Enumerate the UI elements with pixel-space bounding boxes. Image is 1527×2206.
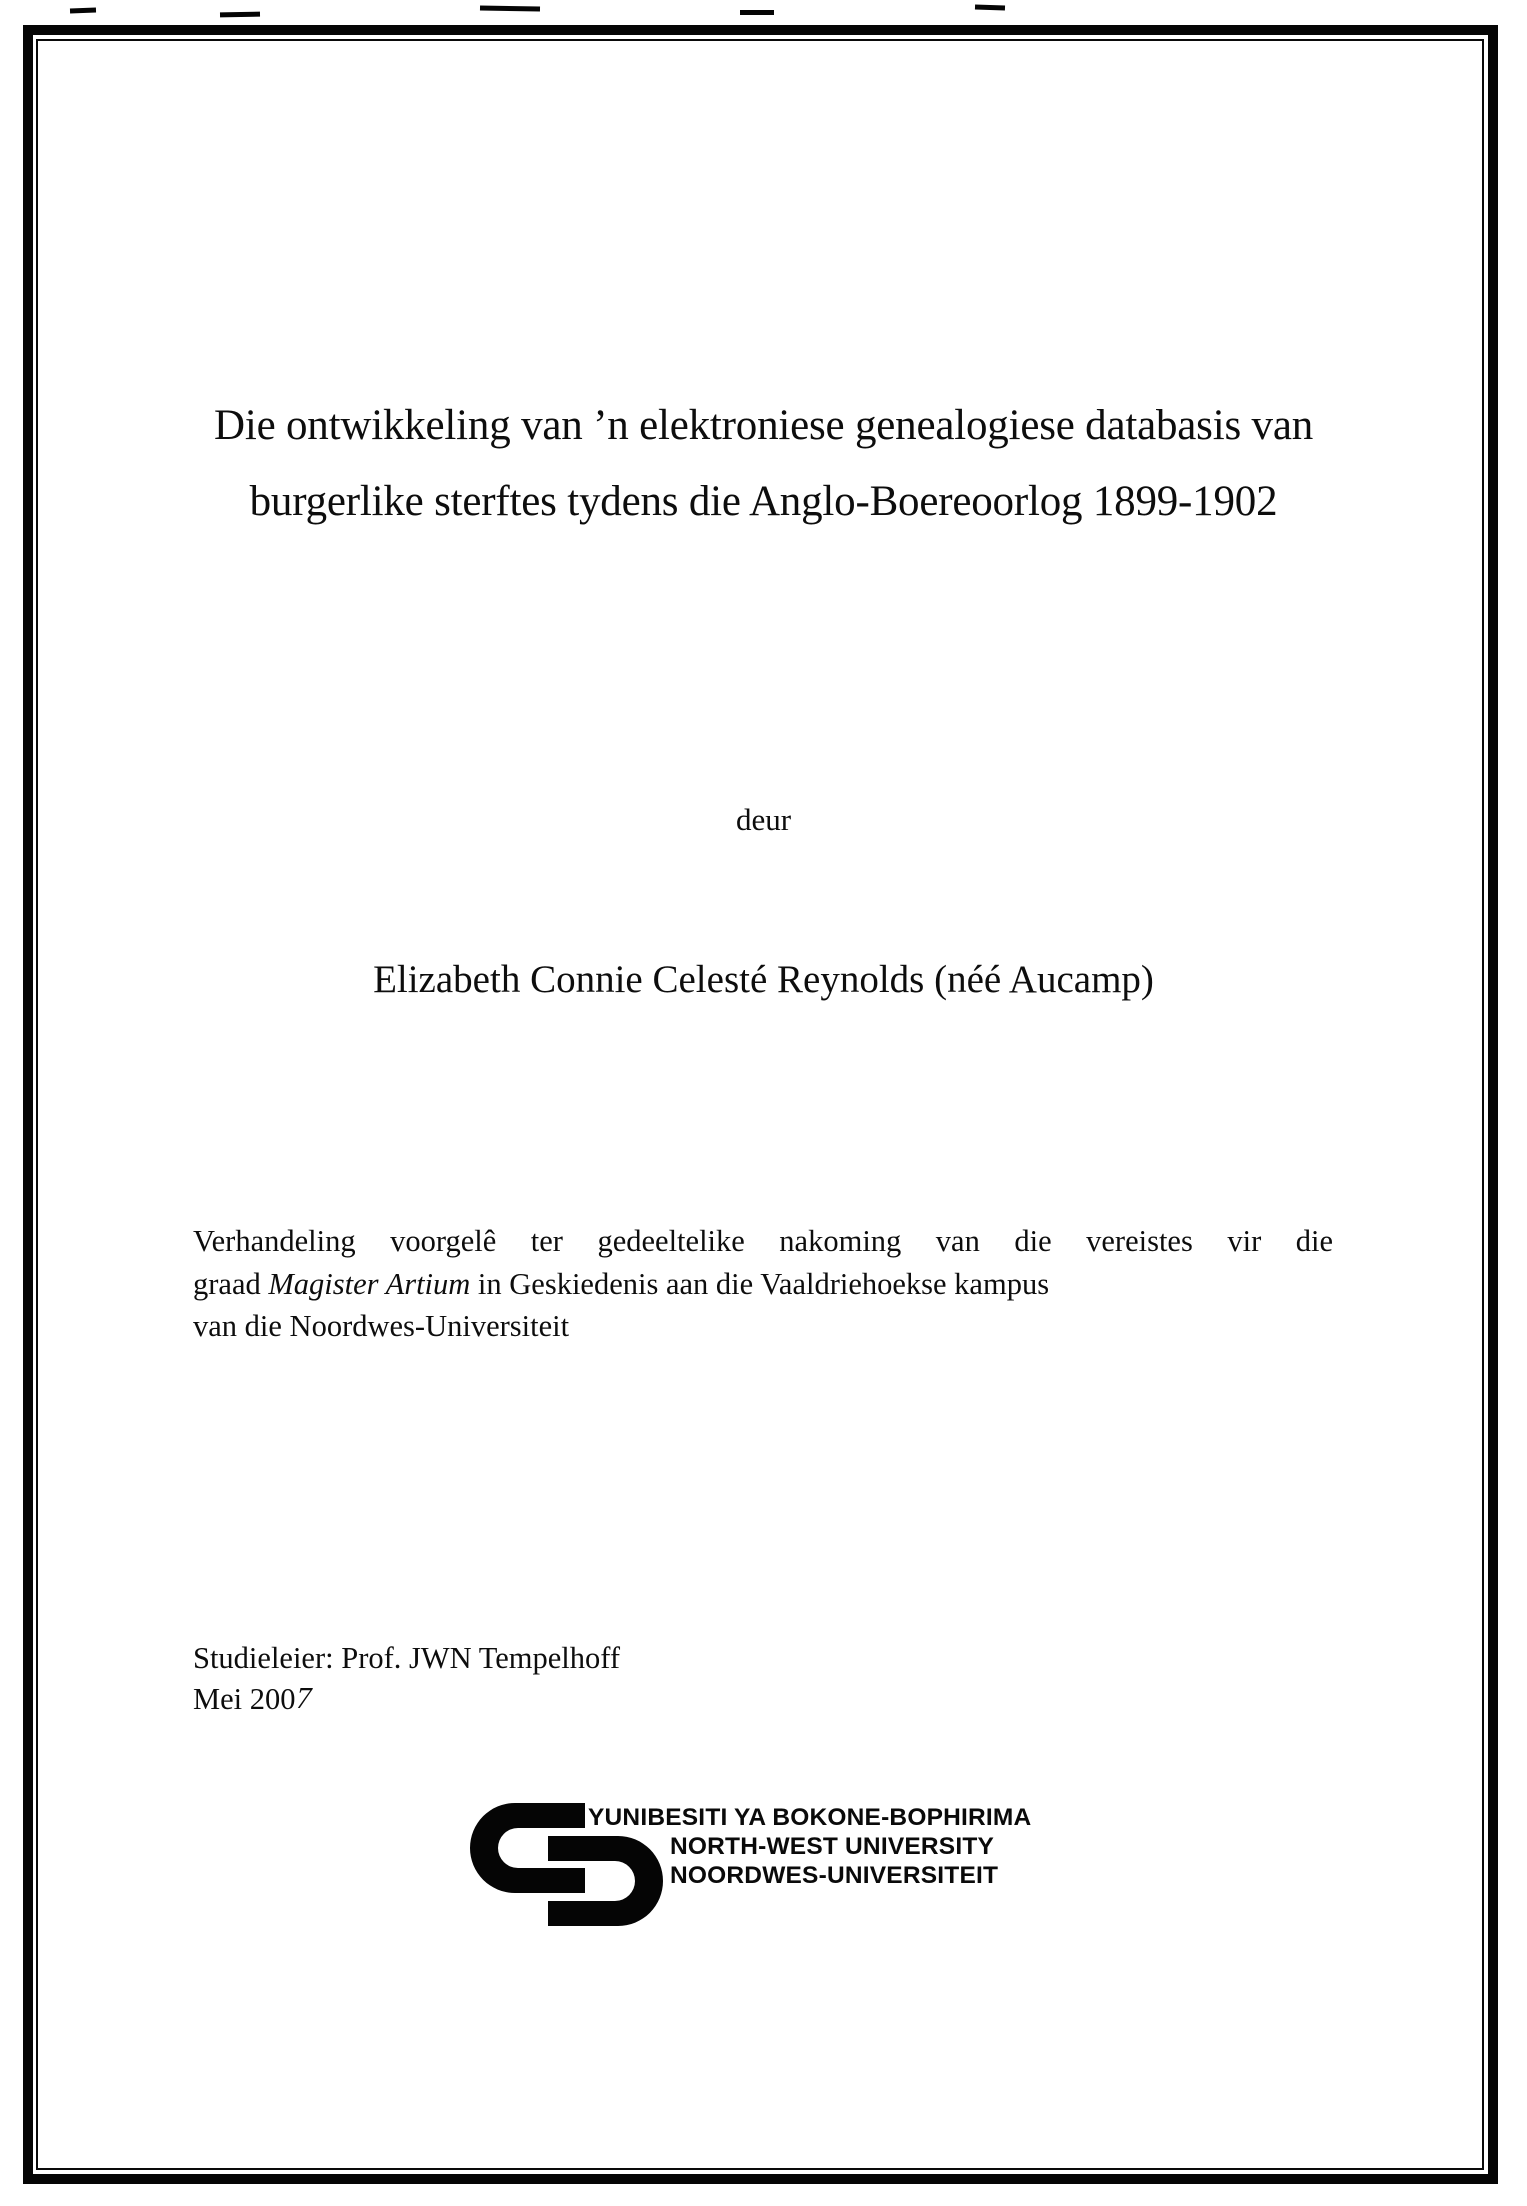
supervisor-block bbox=[193, 1638, 620, 1720]
date-prefix: Mei 200 bbox=[193, 1682, 296, 1716]
scan-speckle bbox=[70, 8, 96, 14]
scan-speckle bbox=[975, 4, 1005, 10]
statement-line-2-pre: graad bbox=[193, 1266, 269, 1301]
author-name: Elizabeth Connie Celesté Reynolds (néé Aucamp) bbox=[373, 958, 1154, 1001]
scan-speckle bbox=[480, 5, 540, 11]
logo-text-english: NORTH-WEST UNIVERSITY bbox=[670, 1833, 995, 1860]
scan-speckle bbox=[220, 12, 260, 18]
title-line-1: Die ontwikkeling van ’n elektroniese genealogiese databasis van bbox=[213, 402, 1314, 449]
supervisor-line: Studieleier: Prof. JWN Tempelhoff bbox=[193, 1641, 621, 1675]
logo-text-afrikaans: NOORDWES-UNIVERSITEIT bbox=[670, 1862, 999, 1889]
page-title bbox=[0, 388, 1527, 540]
statement-line-2 bbox=[193, 1263, 1333, 1306]
university-logo bbox=[470, 1803, 1031, 1926]
statement-line-2-post: in Geskiedenis aan die Vaaldriehoekse kampus bbox=[470, 1266, 1050, 1301]
university-logo-text bbox=[588, 1803, 1031, 1890]
date-line bbox=[193, 1679, 620, 1720]
scan-speckle bbox=[740, 10, 774, 15]
degree-name: Magister Artium bbox=[268, 1266, 471, 1301]
statement-line-1: Verhandeling voorgelê ter gedeeltelike nakoming van die vereistes vir die bbox=[193, 1224, 1333, 1258]
statement-line-3: van die Noordwes-Universiteit bbox=[193, 1309, 570, 1343]
title-line-2: burgerlike sterftes tydens die Anglo-Boereoorlog 1899-1902 bbox=[249, 478, 1278, 525]
date-last-digit: 7 bbox=[292, 1681, 315, 1715]
thesis-statement bbox=[193, 1220, 1333, 1348]
byline: deur bbox=[735, 802, 792, 837]
logo-text-setswana: YUNIBESITI YA BOKONE-BOPHIRIMA bbox=[588, 1804, 1032, 1831]
